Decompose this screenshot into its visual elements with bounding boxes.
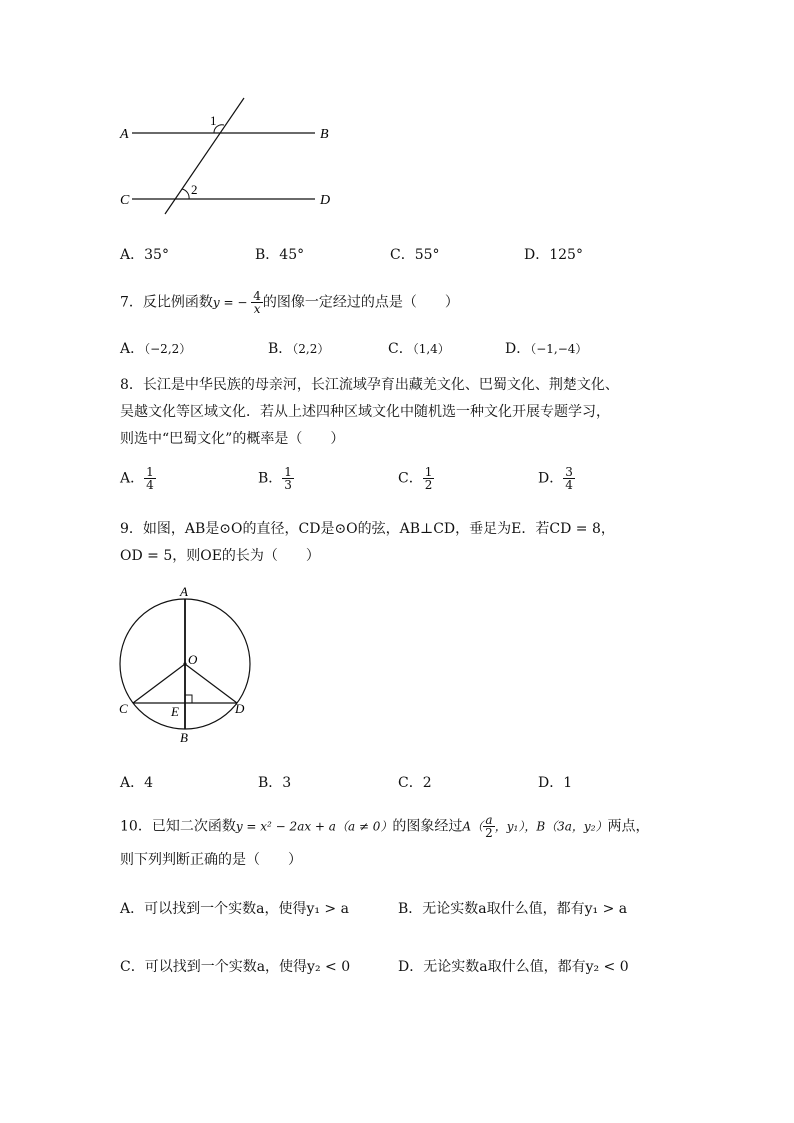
q6-option-d[interactable]: D．125° (524, 247, 583, 263)
q9-option-a[interactable]: A．4 (120, 775, 154, 791)
label-angle-1: 1 (210, 113, 217, 128)
center-dot (183, 662, 186, 665)
segment-oc (133, 664, 185, 703)
angle-2-arc (182, 189, 189, 199)
q9-option-d[interactable]: D．1 (538, 775, 573, 791)
label-b: B (180, 730, 188, 745)
q8-option-d[interactable]: D． $\frac{3}{4}$ (538, 465, 573, 492)
q9-line-1: 9．如图，AB是⊙O的直径，CD是⊙O的弦，AB⊥CD，垂足为E．若CD = 8， (120, 521, 615, 537)
label-angle-2: 2 (191, 182, 198, 197)
q8-line-2: 吴越文化等区域文化．若从上述四种区域文化中随机选一种文化开展专题学习， (120, 404, 610, 420)
label-b: B (320, 127, 329, 142)
q6-option-c[interactable]: C．55° (390, 247, 440, 263)
q9-option-b[interactable]: B．3 (258, 775, 292, 791)
q10-line-2: 则下列判断正确的是（ ） (120, 852, 302, 868)
q7-option-c[interactable]: C．（1,4） (388, 341, 450, 357)
label-a: A (180, 584, 188, 599)
q8-line-3: 则选中“巴蜀文化”的概率是（ ） (120, 431, 345, 447)
q7-fraction: $\frac{4}{x}$ (253, 289, 261, 316)
q7-option-d[interactable]: D．（−1,−4） (505, 341, 588, 357)
label-d: D (320, 193, 331, 208)
q6-option-a[interactable]: A．35° (120, 247, 169, 263)
label-a: A (120, 127, 129, 142)
q7-option-b[interactable]: B．（2,2） (268, 341, 330, 357)
q7-stem: 7．反比例函数y = − $\frac{4}{x}$ 的图像一定经过的点是（ ） (120, 289, 459, 316)
q8-option-c[interactable]: C． $\frac{1}{2}$ (398, 465, 433, 492)
q10-option-c[interactable]: C．可以找到一个实数a，使得y₂ < 0 (120, 959, 351, 975)
right-angle-mark (185, 695, 192, 703)
q10-option-d[interactable]: D．无论实数a取什么值，都有y₂ < 0 (398, 959, 629, 975)
label-c: C (120, 193, 130, 208)
q10-option-a[interactable]: A．可以找到一个实数a，使得y₁ > a (120, 901, 349, 917)
label-e: E (171, 704, 179, 719)
label-o: O (188, 652, 198, 667)
circle-figure (110, 582, 270, 747)
q9-line-2: OD = 5，则OE的长为（ ） (120, 548, 320, 564)
q9-option-c[interactable]: C．2 (398, 775, 432, 791)
label-d: D (235, 701, 245, 716)
q10-option-b[interactable]: B．无论实数a取什么值，都有y₁ > a (398, 901, 628, 917)
q8-line-1: 8．长江是中华民族的母亲河，长江流域孕育出藏羌文化、巴蜀文化、荆楚文化、 (120, 377, 619, 393)
segment-od (185, 664, 237, 703)
label-c: C (119, 701, 128, 716)
q7-option-a[interactable]: A．（−2,2） (120, 341, 192, 357)
q8-option-b[interactable]: B． $\frac{1}{3}$ (258, 465, 292, 492)
q10-line-1: 10．已知二次函数y = x² − 2ax + a（a ≠ 0）的图象经过A（ $\frac{a}{2}$ ，y₁），B（3a，y₂）两点， (120, 813, 650, 840)
transversal (165, 98, 244, 214)
q8-option-a[interactable]: A． $\frac{1}{4}$ (120, 465, 154, 492)
q6-option-b[interactable]: B．45° (255, 247, 305, 263)
parallel-lines-figure (110, 90, 350, 230)
